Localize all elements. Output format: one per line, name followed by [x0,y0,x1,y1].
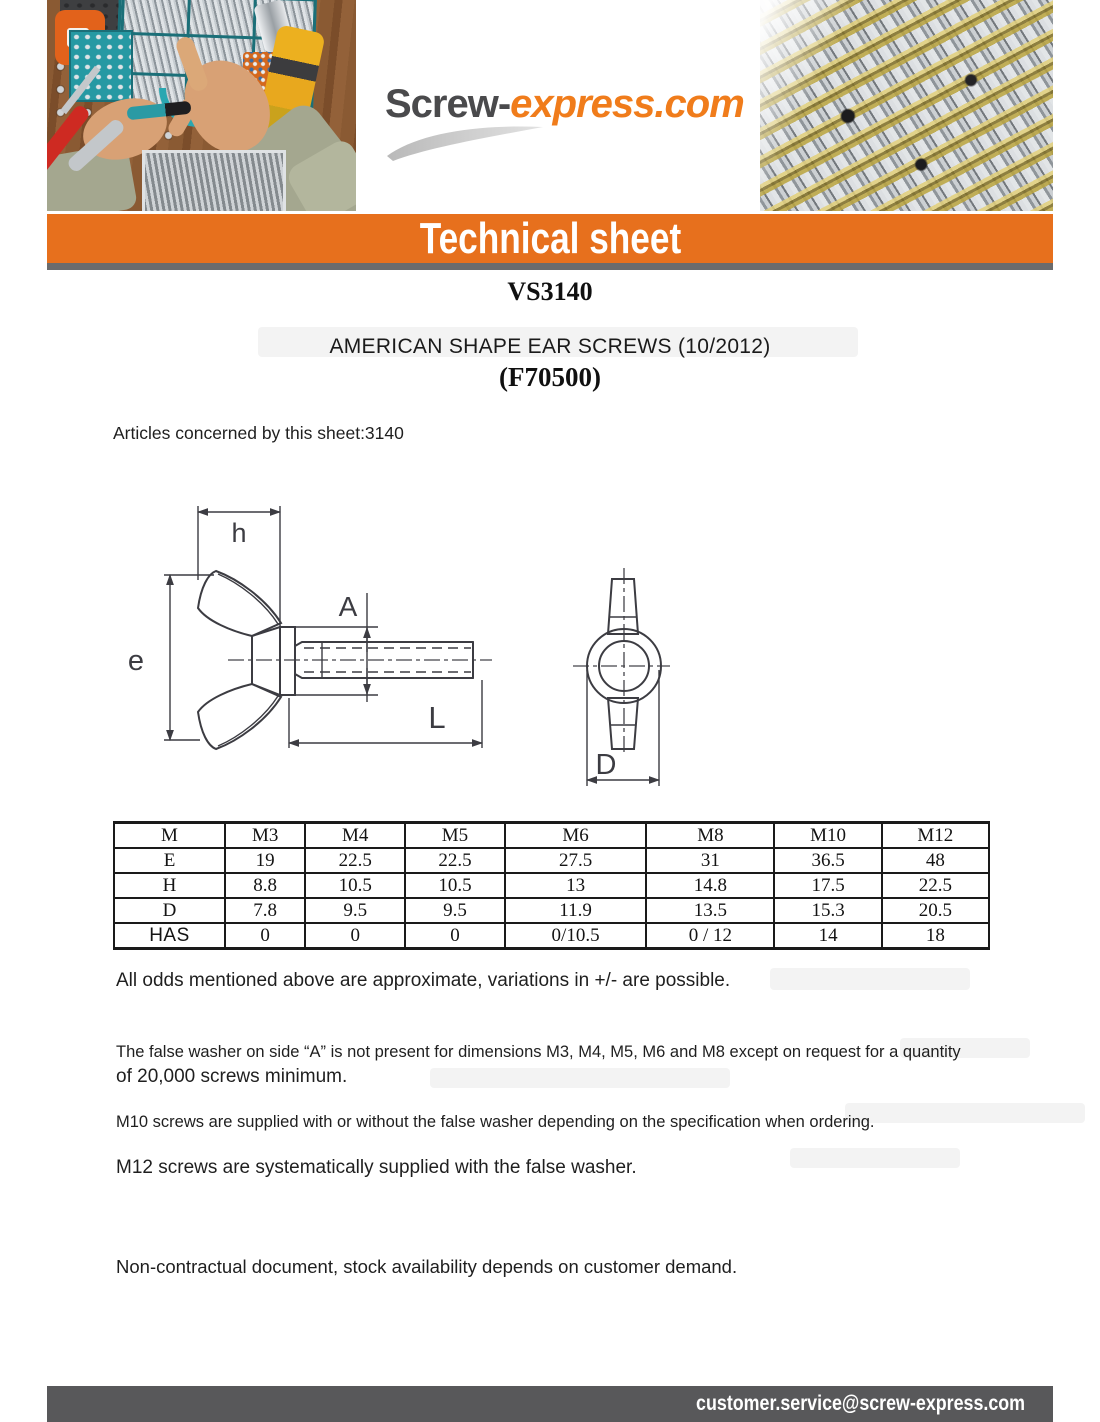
footer-bar [47,1386,1053,1422]
banner-divider [47,263,1053,270]
table-cell: 10.5 [405,873,505,898]
table-header-cell: M [114,823,225,849]
table-cell: 9.5 [305,898,405,923]
table-cell: 19 [225,848,305,873]
table-cell: 0 [305,923,405,949]
table-header-row [114,823,989,849]
banner-title: Technical sheet [419,214,681,263]
technical-drawing [100,440,720,820]
table-cell: 15.3 [774,898,881,923]
table-header-cell: M6 [505,823,647,849]
table-cell: 22.5 [305,848,405,873]
table-header-cell: M4 [305,823,405,849]
table-cell: 11.9 [505,898,647,923]
logo-swoosh-icon [383,118,553,163]
table-cell: 20.5 [882,898,989,923]
side-view [128,506,492,749]
table-header-cell: M5 [405,823,505,849]
table-cell: 8.8 [225,873,305,898]
dim-label-L: L [428,700,446,735]
dim-label-h: h [231,518,247,548]
scan-artifact [430,1068,730,1088]
scan-artifact [770,968,970,990]
header-photo-workbench [47,0,356,211]
table-cell: 36.5 [774,848,881,873]
articles-line: Articles concerned by this sheet:3140 [113,423,404,443]
table-cell: 13.5 [646,898,774,923]
reference-code: (F70500) [499,362,601,392]
table-row-HAS [114,923,989,949]
logo-text-orange: express.com [510,82,744,126]
table-cell: 22.5 [405,848,505,873]
dim-label-e: e [127,645,145,677]
banner [47,214,1053,263]
table-cell: 31 [646,848,774,873]
note-false-washer-line1: The false washer on side “A” is not present for dimensions M3, M4, M5, M6 and M8 except on request for a quantity [116,1043,961,1061]
row-label: HAS [114,923,225,949]
header-photo-screw-pile [760,0,1053,211]
table-cell: 48 [882,848,989,873]
table-header-cell: M8 [646,823,774,849]
note-false-washer-line2: of 20,000 screws minimum. [116,1066,348,1087]
table-cell: 10.5 [305,873,405,898]
table-cell: 17.5 [774,873,881,898]
photo-screws-box [142,150,286,211]
scan-artifact [845,1103,1085,1123]
product-title: AMERICAN SHAPE EAR SCREWS (10/2012) [329,335,771,358]
note-m12: M12 screws are systematically supplied with the false washer. [116,1157,637,1178]
table-cell: 0 [225,923,305,949]
table-cell: 9.5 [405,898,505,923]
table-cell: 18 [882,923,989,949]
logo-text-gray: Screw- [385,82,511,126]
table-cell: 22.5 [882,873,989,898]
table-cell: 14 [774,923,881,949]
table-cell: 7.8 [225,898,305,923]
note-tolerance: All odds mentioned above are approximate, variations in +/- are possible. [116,970,731,991]
table-cell: 0 / 12 [646,923,774,949]
table-row-H [114,873,989,898]
table-header-cell: M10 [774,823,881,849]
table-cell: 27.5 [505,848,647,873]
row-label: E [114,848,225,873]
table-row-D [114,898,989,923]
table-row-E [114,848,989,873]
dim-label-D: D [595,749,617,781]
table-cell: 14.8 [646,873,774,898]
table-cell: 13 [505,873,647,898]
dim-label-A: A [338,591,358,622]
dimensions-table [113,821,990,950]
front-view [573,568,670,786]
note-disclaimer: Non-contractual document, stock availability depends on customer demand. [116,1256,738,1277]
row-label: D [114,898,225,923]
document-code: VS3140 [507,277,593,306]
table-cell: 0/10.5 [505,923,647,949]
note-m10: M10 screws are supplied with or without the false washer depending on the specification when ordering. [116,1113,875,1131]
row-label: H [114,873,225,898]
scan-artifact [790,1148,960,1168]
table-header-cell: M3 [225,823,305,849]
footer-email: customer.service@screw-express.com [696,1392,1025,1415]
table-cell: 0 [405,923,505,949]
table-header-cell: M12 [882,823,989,849]
